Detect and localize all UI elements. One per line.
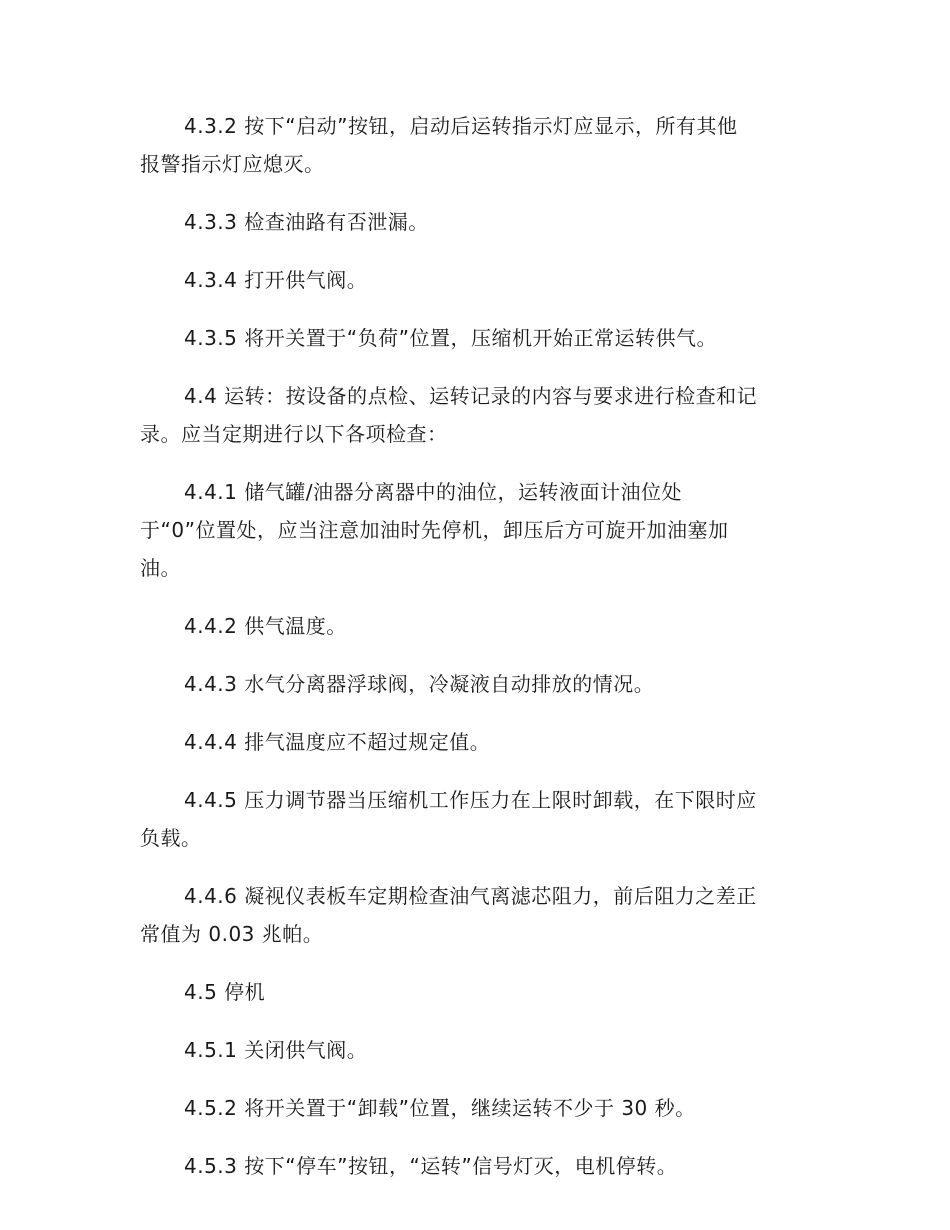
paragraph-4-5: [140, 973, 800, 1011]
document-body: [140, 107, 800, 1205]
paragraph-line: 4.4 运转：按设备的点检、运转记录的内容与要求进行检查和记: [184, 384, 758, 408]
paragraph-4-3-5: [140, 319, 800, 357]
paragraph-line: 4.4.2 供气温度。: [184, 614, 347, 638]
paragraph-line: 4.3.5 将开关置于“负荷”位置，压缩机开始正常运转供气。: [184, 326, 717, 350]
paragraph-line: 于“0”位置处，应当注意加油时先停机，卸压后方可旋开加油塞加: [140, 518, 729, 542]
paragraph-4-5-3: [140, 1147, 800, 1185]
paragraph-line: 报警指示灯应熄灭。: [140, 152, 325, 176]
paragraph-4-4-1: [140, 473, 800, 587]
paragraph-4-3-2: [140, 107, 800, 183]
paragraph-4-3-3: [140, 203, 800, 241]
paragraph-line: 4.5.3 按下“停车”按钮，“运转”信号灯灭，电机停转。: [184, 1154, 678, 1178]
paragraph-4-5-1: [140, 1031, 800, 1069]
paragraph-line: 4.5 停机: [184, 980, 266, 1004]
paragraph-line: 4.3.3 检查油路有否泄漏。: [184, 210, 429, 234]
paragraph-line: 4.5.1 关闭供气阀。: [184, 1038, 368, 1062]
paragraph-line: 录。应当定期进行以下各项检查：: [140, 422, 448, 446]
paragraph-line: 4.3.4 打开供气阀。: [184, 268, 368, 292]
paragraph-4-3-4: [140, 261, 800, 299]
paragraph-4-4-3: [140, 665, 800, 703]
paragraph-line: 4.5.2 将开关置于“卸载”位置，继续运转不少于 30 秒。: [184, 1096, 696, 1120]
paragraph-line: 4.4.1 储气罐/油器分离器中的油位，运转液面计油位处: [184, 480, 682, 504]
paragraph-line: 常值为 0.03 兆帕。: [140, 922, 324, 946]
paragraph-line: 4.4.4 排气温度应不超过规定值。: [184, 730, 491, 754]
paragraph-line: 4.4.3 水气分离器浮球阀，冷凝液自动排放的情况。: [184, 672, 655, 696]
paragraph-line: 油。: [140, 556, 181, 580]
paragraph-4-4-6: [140, 877, 800, 953]
paragraph-4-4-4: [140, 723, 800, 761]
paragraph-4-4-5: [140, 781, 800, 857]
paragraph-line: 负载。: [140, 826, 202, 850]
paragraph-4-4: [140, 377, 800, 453]
paragraph-line: 4.4.5 压力调节器当压缩机工作压力在上限时卸载，在下限时应: [184, 788, 757, 812]
paragraph-4-4-2: [140, 607, 800, 645]
paragraph-line: 4.4.6 凝视仪表板车定期检查油气离滤芯阻力，前后阻力之差正: [184, 884, 757, 908]
paragraph-line: 4.3.2 按下“启动”按钮，启动后运转指示灯应显示，所有其他: [184, 114, 738, 138]
paragraph-4-5-2: [140, 1089, 800, 1127]
